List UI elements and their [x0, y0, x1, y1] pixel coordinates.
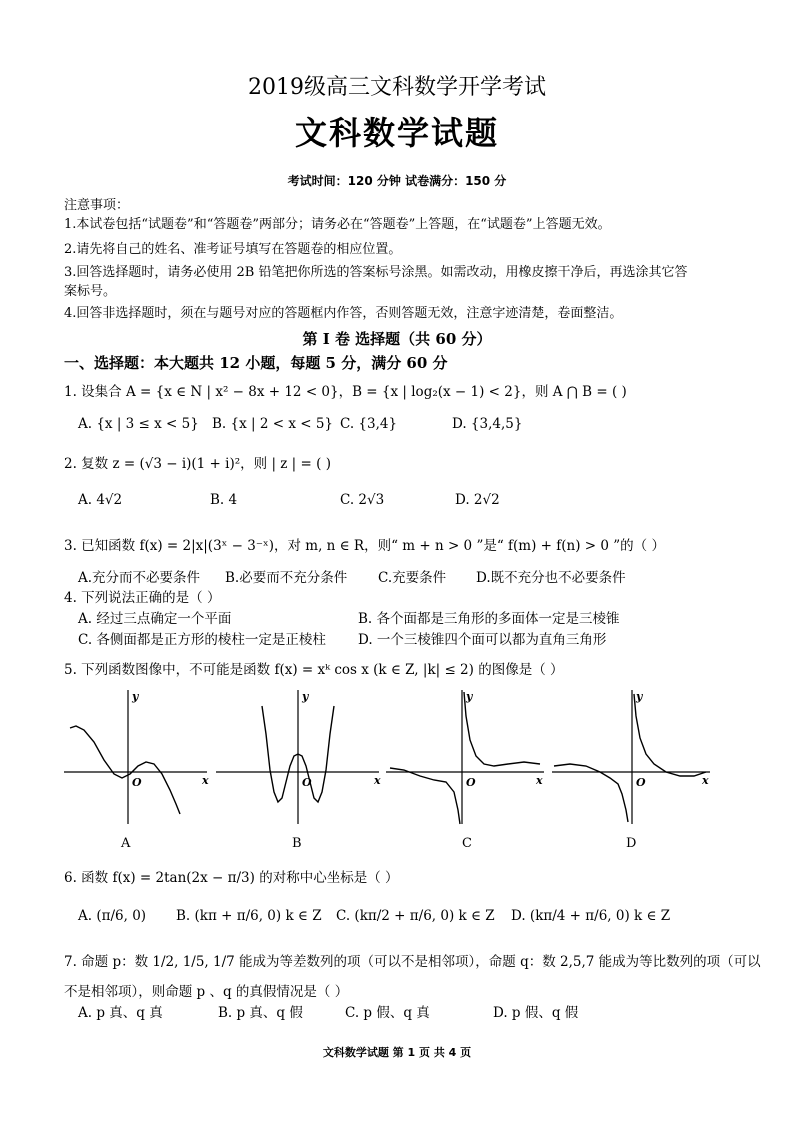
- q2-option-c: C. 2√3: [340, 492, 385, 508]
- q1-option-c: C. {3,4}: [340, 416, 398, 432]
- q6-option-b: B. (kπ + π/6, 0) k ∈ Z: [176, 908, 322, 924]
- q5-d-origin: O: [636, 776, 646, 789]
- note-2: 2.请先将自己的姓名、准考证号填写在答题卷的相应位置。: [64, 242, 402, 257]
- q4-stem: 4. 下列说法正确的是（ ）: [64, 590, 221, 606]
- q2-option-a: A. 4√2: [78, 492, 123, 508]
- exam-name: 2019级高三文科数学开学考试: [248, 75, 546, 100]
- notes-heading: 注意事项：: [64, 198, 130, 213]
- q6-stem: 6. 函数 f(x) = 2tan(2x − π/3) 的对称中心坐标是（ ）: [64, 870, 399, 886]
- note-4: 4.回答非选择题时，须在与题号对应的答题框内作答，否则答题无效，注意字迹清楚，卷面整洁。: [64, 306, 623, 321]
- q5-a-axis-y: y: [132, 690, 139, 703]
- q7-stem-b: 不是相邻项），则命题 p 、q 的真假情况是（ ）: [64, 984, 349, 1000]
- q6-option-c: C. (kπ/2 + π/6, 0) k ∈ Z: [336, 908, 495, 924]
- q7-option-b: B. p 真、q 假: [218, 1005, 303, 1021]
- section-heading: 第 I 卷 选择题（共 60 分）: [302, 330, 492, 348]
- note-3b: 案标号。: [64, 284, 117, 299]
- q5-graph-c: [384, 686, 550, 826]
- q1-option-b: B. {x | 2 < x < 5}: [212, 416, 334, 432]
- q6-option-d: D. (kπ/4 + π/6, 0) k ∈ Z: [511, 908, 671, 924]
- q3-option-a: A.充分而不必要条件: [78, 570, 201, 586]
- q1-stem: 1. 设集合 A = {x ∈ N | x² − 8x + 12 < 0}，B = {x | log₂(x − 1) < 2}，则 A ⋂ B = ( ): [64, 384, 627, 400]
- q5-b-origin: O: [302, 776, 312, 789]
- q4-option-d: D. 一个三棱锥四个面可以都为直角三角形: [358, 632, 607, 648]
- q7-stem-a: 7. 命题 p：数 1/2, 1/5, 1/7 能成为等差数列的项（可以不是相邻项），命题 q：数 2,5,7 能成为等比数列的项（可以: [64, 954, 761, 970]
- q4-option-b: B. 各个面都是三角形的多面体一定是三棱锥: [358, 611, 620, 627]
- q4-option-a: A. 经过三点确定一个平面: [78, 611, 232, 627]
- q3-option-d: D.既不充分也不必要条件: [476, 570, 626, 586]
- q7-option-c: C. p 假、q 真: [345, 1005, 430, 1021]
- q5-c-axis-x: x: [536, 774, 543, 787]
- q5-a-axis-x: x: [202, 774, 209, 787]
- q2-option-b: B. 4: [210, 492, 238, 508]
- q5-graph-b: [214, 686, 384, 826]
- q1-option-a: A. {x | 3 ≤ x < 5}: [78, 416, 199, 432]
- q2-stem: 2. 复数 z = (√3 − i)(1 + i)²，则 | z | = ( ): [64, 456, 331, 472]
- q5-a-origin: O: [132, 776, 142, 789]
- q4-option-c: C. 各侧面都是正方形的棱柱一定是正棱柱: [78, 632, 326, 648]
- q5-label-d: D: [626, 836, 637, 851]
- q5-b-axis-y: y: [302, 690, 309, 703]
- q3-option-c: C.充要条件: [378, 570, 447, 586]
- q7-option-a: A. p 真、q 真: [78, 1005, 163, 1021]
- q5-graph-d: [550, 686, 716, 826]
- q5-label-b: B: [292, 836, 302, 851]
- page-title: 文科数学试题: [294, 114, 499, 152]
- note-1: 1.本试卷包括“试题卷”和“答题卷”两部分；请务必在“答题卷”上答题，在“试题卷”上答题无效。: [64, 217, 611, 232]
- q7-option-d: D. p 假、q 假: [493, 1005, 579, 1021]
- q5-stem: 5. 下列函数图像中，不可能是函数 f(x) = xᵏ cos x (k ∈ Z, |k| ≤ 2) 的图像是（ ）: [64, 662, 564, 678]
- note-3a: 3.回答选择题时，请务必使用 2B 铅笔把你所选的答案标号涂黑。如需改动，用橡皮擦干净后，再选涂其它答: [64, 265, 688, 280]
- q1-option-d: D. {3,4,5}: [452, 416, 523, 432]
- q3-option-b: B.必要而不充分条件: [225, 570, 348, 586]
- part-one-heading: 一、选择题：本大题共 12 小题，每题 5 分，满分 60 分: [64, 354, 448, 372]
- q5-d-axis-y: y: [636, 690, 643, 703]
- q5-c-axis-y: y: [466, 690, 473, 703]
- q5-d-axis-x: x: [702, 774, 709, 787]
- q3-stem: 3. 已知函数 f(x) = 2|x|(3ˣ − 3⁻ˣ)，对 m, n ∈ R，则“ m + n > 0 ”是“ f(m) + f(n) > 0 ”的（ ）: [64, 538, 665, 554]
- q5-c-origin: O: [466, 776, 476, 789]
- q6-option-a: A. (π/6, 0): [78, 908, 147, 924]
- q5-b-axis-x: x: [374, 774, 381, 787]
- q5-label-a: A: [121, 836, 131, 851]
- q5-graph-a: [62, 686, 214, 826]
- q2-option-d: D. 2√2: [455, 492, 500, 508]
- page-footer: 文科数学试题 第 1 页 共 4 页: [322, 1046, 472, 1059]
- q5-label-c: C: [462, 836, 472, 851]
- exam-meta: 考试时间：120 分钟 试卷满分：150 分: [287, 174, 507, 188]
